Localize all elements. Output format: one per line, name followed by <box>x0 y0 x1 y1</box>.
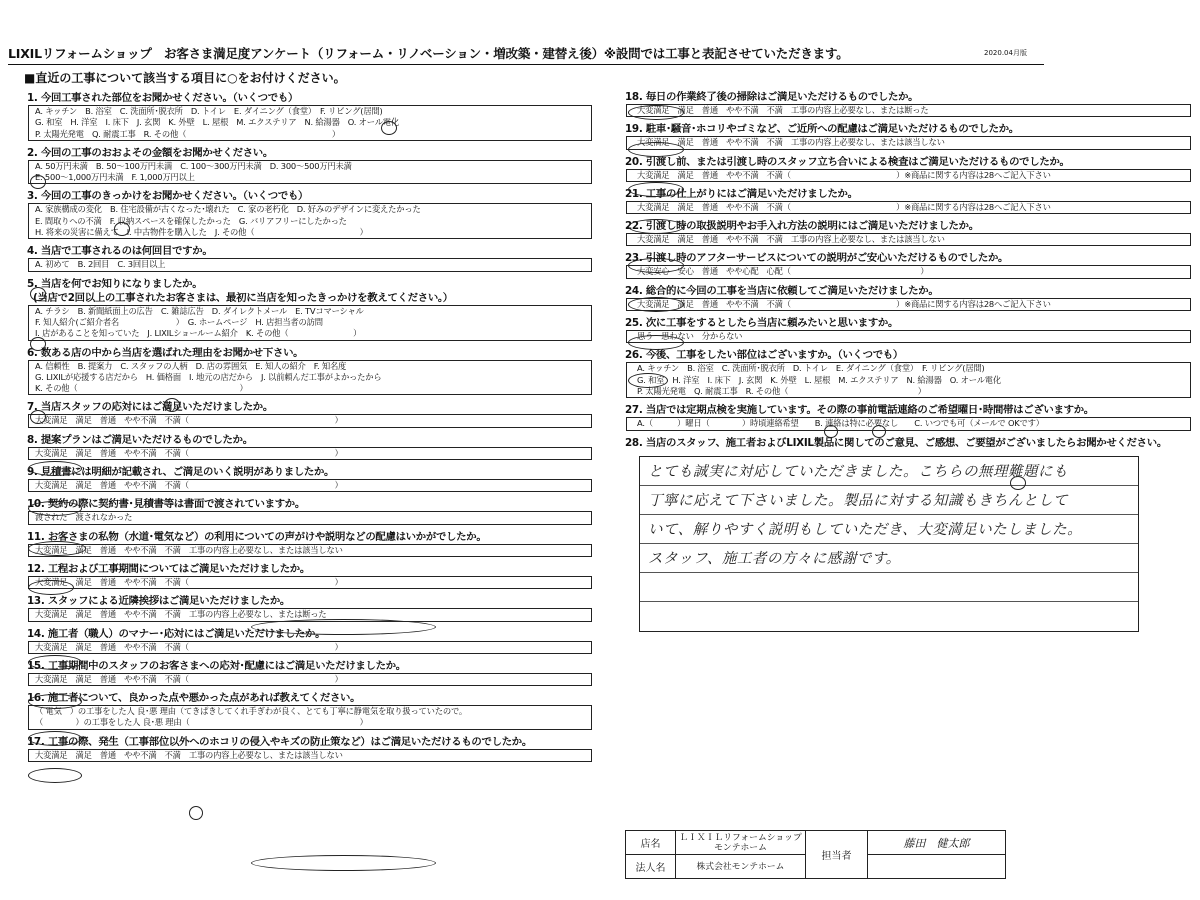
answer-circle-q5-A <box>30 337 46 351</box>
answer-circle-q9 <box>28 541 86 556</box>
option-line[interactable]: E. 500～1,000万円未満 F. 1,000万円以上 <box>35 172 195 183</box>
answer-circle-q13 <box>28 694 82 709</box>
question-title: 13. スタッフによる近隣挨拶はご満足いただけましたか。 <box>27 595 290 608</box>
store-label: 店名 <box>626 831 676 855</box>
question-16 <box>27 691 592 730</box>
answer-box <box>28 258 592 271</box>
answer-circle-q14 <box>28 731 82 746</box>
question-title: 25. 次に工事をするとしたら当店に頼みたいと思いますか。 <box>625 317 899 330</box>
question-title: 8. 提案プランはご満足いただけるものでしたか。 <box>27 433 253 446</box>
question-title: 4. 当店で工事されるのは何回目ですか。 <box>27 245 213 258</box>
option-line[interactable]: A. 50万円未満 B. 50～100万円未満 C. 100～300万円未満 D. 300～500万円未満 <box>35 160 352 171</box>
answer-circle-q7 <box>28 461 82 476</box>
answer-box <box>626 136 1191 149</box>
answer-circle-q10 <box>28 580 74 595</box>
option-line[interactable]: （ ）の工事をした人 良･悪 理由（ ） <box>35 717 368 728</box>
staff-label: 担当者 <box>806 831 868 879</box>
handwritten-comment-line: いて、解りやすく説明もしていただき、大変満足いたしました。 <box>640 515 1138 544</box>
handwritten-comment-line: 丁寧に応えて下さいました。製品に対する知識もきちんとして <box>640 486 1138 515</box>
question-title: 14. 施工者（職人）のマナー･応対にはご満足いただけましたか。 <box>27 627 326 640</box>
question-title: 10. 契約の際に契約書･見積書等は書面で渡されていますか。 <box>27 498 305 511</box>
answer-circle-q26-K <box>824 425 838 438</box>
answer-box <box>28 105 592 141</box>
option-line[interactable]: 大変満足 満足 普通 やや不満 不満 工事の内容上必要なし、または断った <box>637 105 929 115</box>
option-line[interactable]: P. 太陽光発電 Q. 耐震工事 R. その他（ ） <box>35 128 341 139</box>
handwritten-comment-line: スタッフ、施工者の方々に感謝です。 <box>640 544 1138 573</box>
answer-circle-q11 <box>251 619 436 635</box>
option-line[interactable]: I. 店があることを知っていた J. LIXILショールーム紹介 K. その他（ ） <box>35 328 362 339</box>
left-column <box>27 91 592 767</box>
question-title: 23. 引渡し時のアフターサービスについての説明がご安心いただけるものでしたか。 <box>625 252 1009 265</box>
option-line[interactable]: 大変満足 満足 普通 やや不満 不満 工事の内容上必要なし、または該当しない <box>35 544 343 555</box>
answer-circle-q25 <box>628 373 668 388</box>
answer-circle-q19 <box>628 142 684 157</box>
corp-label: 法人名 <box>626 855 676 879</box>
answer-box <box>28 705 592 730</box>
question-25 <box>625 316 1191 343</box>
question-title: 3. 今回の工事のきっかけをお聞かせください。（いくつでも） <box>27 190 309 203</box>
question-title: 12. 工程および工事期間についてはご満足いただけましたか。 <box>27 562 310 575</box>
question-7 <box>27 400 592 427</box>
question-4 <box>27 244 592 271</box>
answer-box <box>28 360 592 396</box>
option-line[interactable]: 大変満足 満足 普通 やや不満 不満（ ） <box>35 415 343 426</box>
answer-circle-q3-B <box>114 222 130 236</box>
option-line[interactable]: 大変満足 満足 普通 やや不満 不満 工事の内容上必要なし、または断った <box>35 609 327 620</box>
option-line[interactable]: （ 電気 ）の工事をした人 良･悪 理由（てきぱきしてくれ手ぎわが良く、とても丁寧に静電気を取り扱っていたので。 <box>35 706 467 717</box>
answer-box <box>28 203 592 239</box>
question-title: 11. お客さまの私物（水道･電気など）の利用についての声がけや説明などの配慮はいかがでしたか。 <box>27 530 487 543</box>
option-line[interactable]: A. キッチン B. 浴室 C. 洗面所･脱衣所 D. トイレ E. ダイニング（食堂） F. リビング(居間) <box>35 106 383 116</box>
answer-circle-q8 <box>28 501 82 516</box>
question-18 <box>625 90 1191 117</box>
option-line[interactable]: P. 太陽光発電 Q. 耐震工事 R. その他（ ） <box>637 385 926 396</box>
option-line[interactable]: 大変満足 満足 普通 やや不満 不満（ ）※商品に関する内容は28へご記入下さい <box>637 298 1051 309</box>
question-19 <box>625 122 1191 149</box>
question-26 <box>625 348 1191 398</box>
question-title: 18. 毎日の作業終了後の掃除はご満足いただけるものでしたか。 <box>625 91 919 103</box>
handwritten-comment-line <box>640 573 1138 602</box>
question-title: 7. 当店スタッフの応対にはご満足いただけましたか。 <box>27 401 273 414</box>
question-3 <box>27 189 592 239</box>
option-line[interactable]: G. 和室 H. 洋室 I. 床下 J. 玄関 K. 外壁 L. 屋根 M. エクステリア N. 給湯器 O. オール電化 <box>637 374 1001 385</box>
answer-box <box>28 673 592 686</box>
option-line[interactable]: 大変満足 満足 普通 やや不満 不満（ ）※商品に関する内容は28へご記入下さい <box>637 169 1051 180</box>
question-15 <box>27 659 592 686</box>
question-27 <box>625 403 1191 430</box>
answer-circle-q2-A <box>30 175 46 189</box>
option-line[interactable]: F. 知人紹介(ご紹介者名 ） G. ホームページ H. 店担当者の訪問 <box>35 316 323 327</box>
answer-circle-q6-C <box>164 398 180 412</box>
question-title: 2. 今回の工事のおおよその金額をお聞かせください。 <box>27 146 273 159</box>
question-title: 24. 総合的に今回の工事を当店に依頼してご満足いただけましたか。 <box>625 284 939 297</box>
question-title: 20. 引渡し前、または引渡し時のスタッフ立ち合いによる検査はご満足いただけるものでしたか。 <box>625 155 1070 168</box>
answer-box <box>28 511 592 524</box>
answer-box <box>28 544 592 557</box>
answer-box <box>28 305 592 341</box>
answer-box <box>28 414 592 427</box>
question-10 <box>27 497 592 524</box>
store-name <box>676 831 806 855</box>
answer-circle-q16-good <box>189 806 203 820</box>
question-12 <box>27 562 592 589</box>
answer-box <box>626 104 1191 117</box>
answer-circle-q12 <box>28 655 82 670</box>
answer-circle-q23 <box>628 297 684 312</box>
question-title: 27. 当店では定期点検を実施しています。その際の事前電話連絡のご希望曜日･時間帯はございますか。 <box>625 404 1094 417</box>
handwritten-comment-line <box>640 602 1138 631</box>
option-line[interactable]: 思う 思わない 分からない <box>637 331 743 342</box>
option-line[interactable]: A. キッチン B. 浴室 C. 洗面所･脱衣所 D. トイレ E. ダイニング（食堂） F. リビング(居間) <box>637 363 985 374</box>
answer-box <box>626 233 1191 246</box>
question-21 <box>625 187 1191 214</box>
option-line[interactable]: A. 家族構成の変化 B. 住宅設備が古くなった･壊れた C. 家の老朽化 D. 好みのデザインに変えたかった <box>35 204 421 215</box>
question-title: 19. 駐車･騒音･ホコリやゴミなど、ご近所への配慮はご満足いただけるものでしたか。 <box>625 123 1019 136</box>
option-line[interactable]: 大変満足 満足 普通 やや不満 不満 工事の内容上必要なし、または該当しない <box>35 749 343 760</box>
answer-box <box>28 641 592 654</box>
answer-circle-q15 <box>28 768 82 783</box>
form-version-date: 2020.04月版 <box>984 49 1027 57</box>
option-line[interactable]: A.（ ）曜日（ ）時頃連絡希望 B. 連絡は特に必要なし C. いつでも可（メールで OKです） <box>637 418 1044 429</box>
answer-box <box>28 576 592 589</box>
option-line[interactable]: 大変満足 満足 普通 やや不満 不満（ ） <box>35 480 343 491</box>
store-name-line-2: モンテホーム <box>714 842 767 853</box>
answer-circle-q22 <box>628 258 684 273</box>
answer-circle-q6-G <box>30 410 46 424</box>
store-info-table <box>625 830 1006 879</box>
answer-box <box>626 169 1191 182</box>
answer-box <box>626 265 1191 278</box>
option-line[interactable]: 大変満足 満足 普通 やや不満 不満（ ） <box>35 641 343 652</box>
question-title: 28. 当店のスタッフ、施工者およびLIXIL製品に関してのご意見、ご感想、ご要望がございましたらお聞かせください。 <box>625 436 1167 449</box>
option-line[interactable]: 大変満足 満足 普通 やや不満 不満（ ） <box>35 576 343 587</box>
handwritten-comment-line: とても誠実に対応していただきました。こちらの無理難題にも <box>640 457 1138 486</box>
question-title: 21. 工事の仕上がりにはご満足いただけましたか。 <box>625 187 858 200</box>
option-line[interactable]: A. 信頼性 B. 提案力 C. スタッフの人柄 D. 店の雰囲気 E. 知人の紹介 F. 知名度 <box>35 360 347 371</box>
question-28 <box>625 436 1191 632</box>
answer-box <box>28 447 592 460</box>
question-6 <box>27 346 592 396</box>
question-11 <box>27 530 592 557</box>
question-8 <box>27 433 592 460</box>
store-name-line-1: ＬＩＸＩＬリフォームショップ <box>679 832 802 843</box>
question-title: 17. 工事の際、発生（工事部位以外へのホコリの侵入やキズの防止策など）はご満足いただけるものでしたか。 <box>27 735 532 748</box>
staff-name-blank <box>868 855 1006 879</box>
question-subtitle: (当店で2回以上の工事されたお客さまは、最初に当店を知ったきっかけを教えてください。） <box>33 291 453 304</box>
question-title: 15. 工事期間中のスタッフのお客さまへの応対･配慮にはご満足いただけましたか。 <box>27 659 406 672</box>
question-5 <box>27 277 592 341</box>
answer-circle-q20 <box>628 182 684 197</box>
option-line[interactable]: 大変満足 満足 普通 やや不満 不満 工事の内容上必要なし、または該当しない <box>637 234 945 245</box>
question-17 <box>27 735 592 762</box>
question-title: 5. 当店を何でお知りになりましたか。 <box>27 277 203 290</box>
question-23 <box>625 251 1191 278</box>
question-title: 9. 見積書には明細が記載され、ご満足のいく説明がありましたか。 <box>27 466 335 479</box>
option-line[interactable]: 大変満足 満足 普通 やや不満 不満（ ） <box>35 447 343 458</box>
answer-circle-q24 <box>628 335 684 350</box>
option-line[interactable]: 大変安心 安心 普通 やや心配 心配（ ） <box>637 266 929 277</box>
survey-title: LIXILリフォームショップ お客さま満足度アンケート（リフォーム・リノベーション・増改築・建替え後）※設問では工事と表記させていただきます。 <box>8 44 1044 65</box>
option-line[interactable]: K. その他（ ） <box>35 383 248 394</box>
question-20 <box>625 155 1191 182</box>
answer-circle-q17 <box>251 855 436 871</box>
answer-box <box>626 417 1191 430</box>
staff-name: 藤田 健太郎 <box>868 831 1006 855</box>
question-title: 6. 数ある店の中から当店を選ばれた理由をお聞かせ下さい。 <box>27 346 304 359</box>
question-title: 26. 今後、工事をしたい部位はございますか。（いくつでも） <box>625 349 903 362</box>
comment-box[interactable] <box>639 456 1139 632</box>
question-2 <box>27 146 592 185</box>
option-line[interactable]: A. チラシ B. 新聞紙面上の広告 C. 雑誌広告 D. ダイレクトメール E. TVコマーシャル <box>35 305 364 316</box>
answer-box <box>28 749 592 762</box>
option-line[interactable]: E. 間取りへの不満 F. 収納スペースを確保したかった G. バリアフリーにしたかった <box>35 215 347 226</box>
question-24 <box>625 284 1191 311</box>
question-13 <box>27 594 592 621</box>
right-column <box>625 90 1191 632</box>
option-line[interactable]: 大変満足 満足 普通 やや不満 不満（ ）※商品に関する内容は28へご記入下さい <box>637 201 1051 212</box>
answer-circle-q27-C <box>1010 476 1026 490</box>
option-line[interactable]: G. 和室 H. 洋室 I. 床下 J. 玄関 K. 外壁 L. 屋根 M. エクステリア N. 給湯器 O. オール電化 <box>35 117 399 128</box>
answer-box <box>626 330 1191 343</box>
answer-box <box>626 298 1191 311</box>
question-1 <box>27 91 592 141</box>
option-line[interactable]: A. 初めて B. 2回目 C. 3回目以上 <box>35 259 166 270</box>
answer-circle-q26-L <box>872 425 886 438</box>
answer-circle-q21 <box>628 219 684 234</box>
question-9 <box>27 465 592 492</box>
answer-circle-q4-A <box>30 287 46 301</box>
answer-box <box>28 479 592 492</box>
answer-circle-q18 <box>628 105 684 120</box>
question-title: 1. 今回工事された部位をお聞かせください。（いくつでも） <box>27 92 299 104</box>
option-line[interactable]: G. LIXILが応援する店だから H. 価格面 I. 地元の店だから J. 以前頼んだ工事がよかったから <box>35 371 382 382</box>
corp-name: 株式会社モンテホーム <box>676 855 806 879</box>
question-22 <box>625 219 1191 246</box>
option-line[interactable]: 渡された 渡されなかった <box>35 512 133 523</box>
option-line[interactable]: 大変満足 満足 普通 やや不満 不満（ ） <box>35 673 343 684</box>
answer-box <box>28 160 592 185</box>
answer-box <box>626 362 1191 398</box>
option-line[interactable]: H. 将来の災害に備えて I. 中古物件を購入した J. その他（ ） <box>35 227 368 238</box>
question-title: 22. 引渡し時の取扱説明やお手入れ方法の説明にはご満足いただけましたか。 <box>625 220 979 233</box>
question-title: 16. 施工者について、良かった点や悪かった点があれば教えてください。 <box>27 692 361 705</box>
option-line[interactable]: 大変満足 満足 普通 やや不満 不満 工事の内容上必要なし、または該当しない <box>637 137 945 148</box>
section-instruction: ■直近の工事について該当する項目に○をお付けください。 <box>24 71 346 85</box>
answer-circle-q1-N <box>381 121 397 135</box>
answer-box <box>626 201 1191 214</box>
